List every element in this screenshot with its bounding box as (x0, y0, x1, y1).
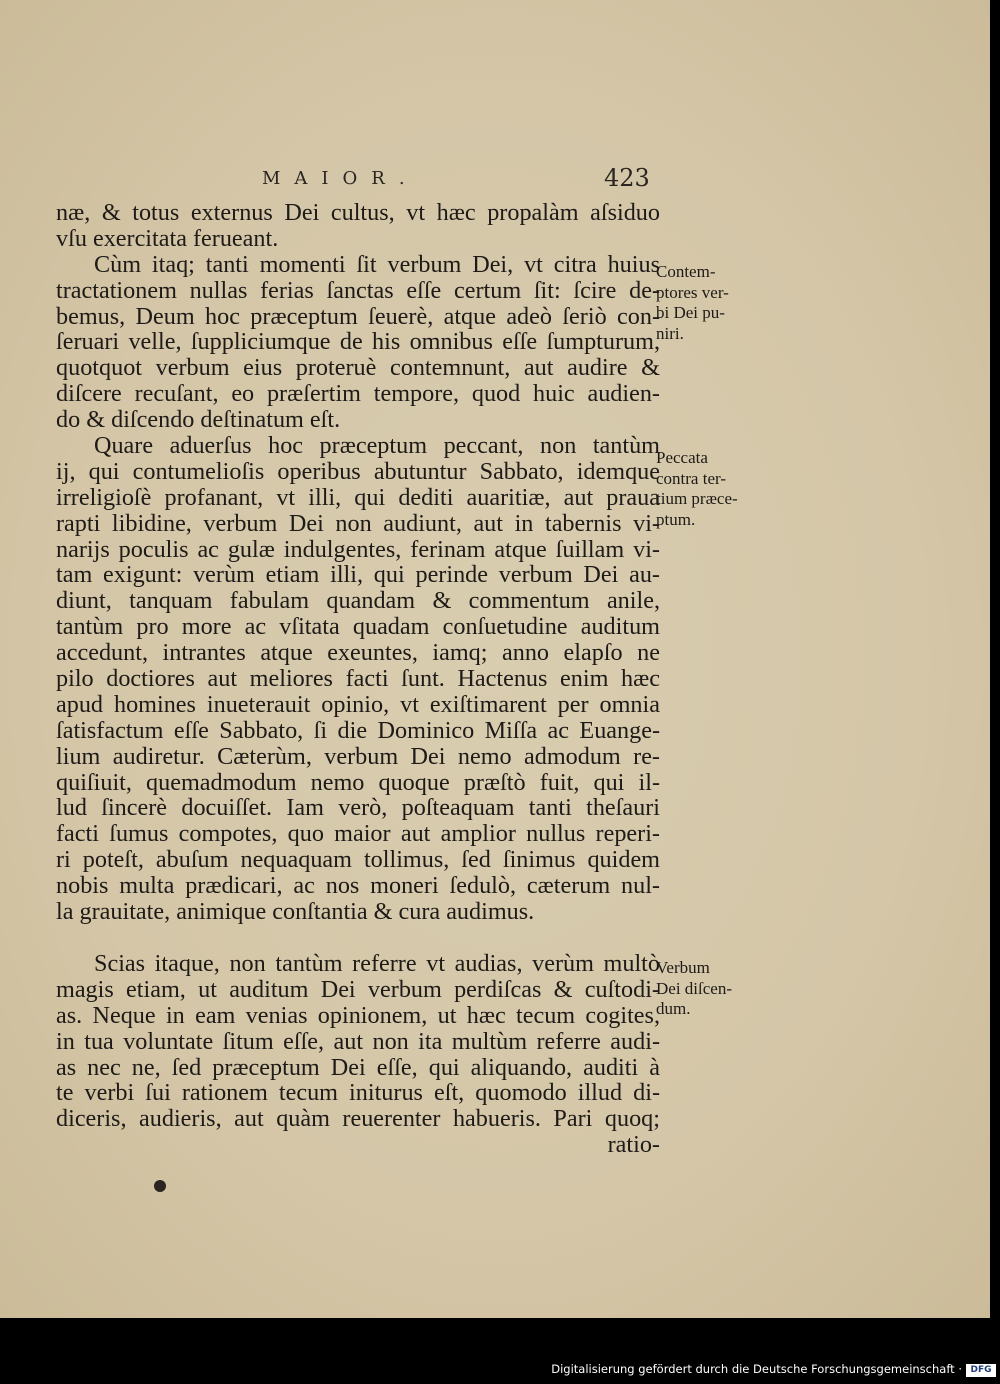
text-line: næ, & totus externus Dei cultus, vt hæc propalàm aſsiduo (56, 199, 660, 226)
text-line: rapti libidine, verbum Dei non audiunt, aut in tabernis vi- (56, 509, 660, 537)
marginal-line: contra ter- (656, 468, 726, 488)
text-line: ij, qui contumelioſis operibus abutuntur Sabbato, idemque (56, 457, 660, 485)
text-line: apud homines inueterauit opinio, vt exiſtimarent per omnia (56, 690, 660, 718)
catchword: ratio- (607, 1131, 660, 1159)
text-line: nobis multa prædicari, ac nos moneri ſedulò, cæterum nul- (56, 872, 660, 900)
dfg-logo: DFG (966, 1364, 996, 1377)
text-line: facti ſumus compotes, quo maior aut amplior nullus reperi- (56, 820, 660, 848)
text-line: do & diſcendo deſtinatum eſt. (56, 406, 341, 434)
text-line: diunt, tanquam fabulam quandam & commentum anile, (56, 587, 660, 615)
paragraph-1 (56, 200, 660, 252)
ink-spot (154, 1180, 166, 1192)
text-line: bemus, Deum hoc præceptum ſeuerè, atque adeò ſeriò con- (56, 302, 660, 330)
text-line: irreligioſè profanant, vt illi, qui dediti auaritiæ, aut praua (56, 483, 660, 511)
text-line: quiſiuit, quemadmodum nemo quoque præſtò fuit, qui il- (56, 768, 660, 796)
marginal-line: Peccata (656, 448, 708, 467)
funding-credit: Digitalisierung gefördert durch die Deutsche Forschungsgemeinschaft · (551, 1362, 962, 1376)
marginal-line: ptores ver- (656, 282, 729, 302)
marginal-note-2 (656, 448, 766, 530)
marginal-line: bi Dei pu- (656, 303, 725, 323)
text-line: tractationem nullas ferias ſanctas eſſe certum ſit: ſcire de- (56, 276, 660, 304)
text-line: lium audiretur. Cæterùm, verbum Dei nemo admodum re- (56, 742, 660, 770)
text-line: Quare aduerſus hoc præceptum peccant, non tantùm (94, 432, 660, 460)
paragraph-gap (56, 925, 660, 951)
text-line: in tua voluntate ſitum eſſe, aut non ita multùm referre audi- (56, 1027, 660, 1055)
marginal-line: Dei diſcen- (656, 978, 732, 998)
text-line: lud ſincerè docuiſſet. Iam verò, poſteaquam tanti theſauri (56, 794, 660, 822)
marginal-note-1 (656, 262, 766, 344)
paragraph-2 (56, 252, 660, 433)
text-line: Scias itaque, non tantùm referre vt audias, verùm multò (94, 949, 660, 977)
marginal-line: tium præce- (656, 489, 738, 509)
marginal-line: Contem- (656, 262, 716, 281)
text-line: ſatisfactum eſſe Sabbato, ſi die Dominico Miſſa ac Euange- (56, 716, 660, 744)
running-title: MAIOR. (262, 168, 419, 189)
paragraph-4 (56, 951, 660, 1158)
text-line: vſu exercitata ferueant. (56, 224, 279, 252)
marginal-line: niri. (656, 323, 684, 343)
text-line: as nec ne, ſed præceptum Dei eſſe, qui aliquando, auditi à (56, 1053, 660, 1081)
running-header (0, 164, 990, 198)
footer-bar (0, 1318, 1000, 1384)
text-line: magis etiam, ut auditum Dei verbum perdiſcas & cuſtodi- (56, 975, 660, 1003)
marginal-note-3 (656, 958, 766, 1020)
text-line: te verbi ſui rationem tecum initurus eſt, quomodo illud di- (56, 1079, 660, 1107)
marginal-line: Verbum (656, 958, 710, 977)
text-line: quotquot verbum eius proteruè contemnunt, aut audire & (56, 354, 660, 382)
paragraph-3 (56, 433, 660, 925)
text-line: Cùm itaq; tanti momenti ſit verbum Dei, vt citra huius (94, 250, 660, 278)
text-line: narijs poculis ac gulæ indulgentes, ferinam atque ſuillam vi- (56, 535, 660, 563)
text-line: tam exigunt: verùm etiam illi, qui perinde verbum Dei au- (56, 561, 660, 589)
text-line: as. Neque in eam venias opinionem, ut hæc tecum cogites, (56, 1001, 660, 1029)
text-line: diceris, audieris, aut quàm reuerenter habueris. Pari quoq; (56, 1105, 660, 1133)
text-line: accedunt, intrantes atque exeuntes, iamq; anno elapſo ne (56, 639, 660, 667)
page-number: 423 (604, 164, 650, 192)
text-line: pilo doctiores aut meliores facti ſunt. Hactenus enim hæc (56, 665, 660, 693)
marginal-line: ptum. (656, 509, 696, 529)
text-line: ri poteſt, abuſum nequaquam tollimus, ſed ſinimus quidem (56, 846, 660, 874)
text-line: ſeruari velle, ſuppliciumque de his omnibus eſſe ſumpturum, (56, 328, 660, 356)
marginal-line: dum. (656, 999, 691, 1019)
text-line: la grauitate, animique conſtantia & cura audimus. (56, 898, 535, 926)
main-text-block (56, 200, 660, 1158)
text-line: diſcere recuſant, eo præſertim tempore, quod huic audien- (56, 380, 660, 408)
text-line: tantùm pro more ac vſitata quadam conſuetudine auditum (56, 613, 660, 641)
